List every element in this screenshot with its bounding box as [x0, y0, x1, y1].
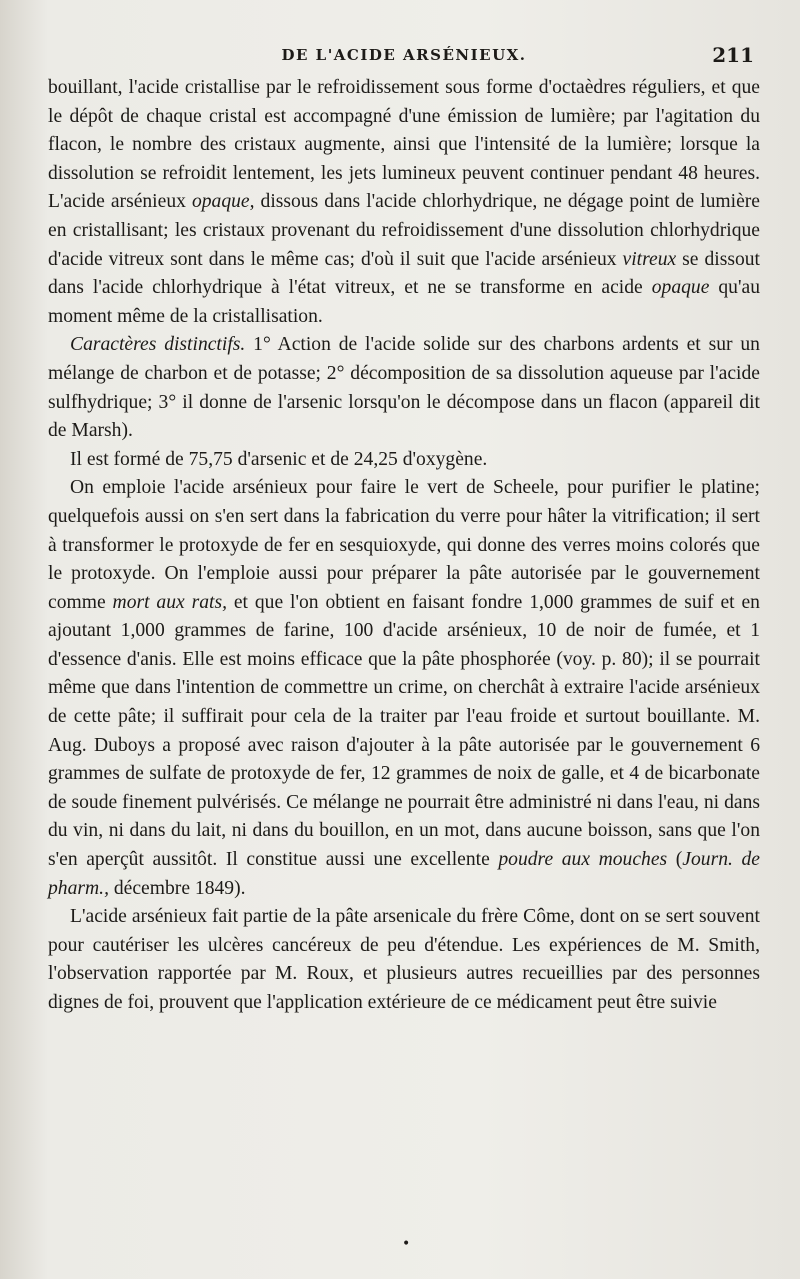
footer-mark: •: [402, 1236, 411, 1252]
text-run: 1° Action de l'acide solide sur des charbons ardents et sur un mélange de charbon et de potasse; 2° décomposition de sa dissolution aqueuse par l'acide sulfhydrique; 3° il donne de l'arsenic lorsqu'on le décompose dans un flacon (appareil dit de Marsh).: [48, 334, 760, 442]
page-number: 211: [712, 43, 754, 67]
italic-text: vitreux: [622, 248, 677, 270]
text-run: se dissout dans l'acide chlorhydrique à l'état vitreux, et ne se transforme en acide: [48, 248, 760, 299]
text-run: dissous dans l'acide chlorhydrique, ne dégage point de lumière en cristallisant; les cristaux provenant du refroidissement d'une dissolution chlorhydrique d'acide vitreux sont dans le même cas; d'où il suit que l'acide arsénieux: [48, 191, 760, 270]
body-text: [48, 74, 760, 1018]
page-header: [48, 36, 760, 74]
text-run: L'acide arsénieux fait partie de la pâte arsenicale du frère Côme, dont on se sert souvent pour cautériser les ulcères cancéreux de peu d'étendue. Les expériences de M. Smith, l'observation rapportée par M. Roux, et plusieurs autres recueillies par des personnes dignes de foi, prouvent que l'application extérieure de ce médicament peut être suivie: [48, 906, 760, 1013]
italic-text: Caractères distinctifs.: [70, 334, 246, 356]
italic-text: poudre aux mouches: [498, 849, 668, 871]
italic-text: opaque,: [191, 191, 255, 213]
text-run: Il est formé de 75,75 d'arsenic et de 24,25 d'oxygène.: [70, 448, 488, 470]
paragraph: [48, 331, 760, 445]
text-run: et que l'on obtient en faisant fondre 1,000 grammes de suif et en ajoutant 1,000 grammes de farine, 100 d'acide arsénieux, 10 de noir de fumée, et 1 d'essence d'anis. Elle est moins efficace que la pâte phosphorée (voy. p. 80); il se pourrait même que dans l'intention de commettre un crime, on cherchât à extraire l'acide arsénieux de cette pâte; il suffirait pour cela de la traiter par l'eau froide et surtout bouillante. M. Aug. Duboys a proposé avec raison d'ajouter à la pâte autorisée par le gouvernement 6 grammes de sulfate de protoxyde de fer, 12 grammes de noix de galle, et 4 de bicarbonate de soude finement pulvérisés. Ce mélange ne pourrait être administré ni dans l'eau, ni dans du vin, ni dans du lait, ni dans du bouillon, en un mot, dans aucune boisson, sans que l'on s'en aperçût aussitôt. Il constitue aussi une excellente: [48, 591, 760, 871]
running-title: DE L'ACIDE ARSÉNIEUX.: [281, 46, 527, 64]
text-run: On emploie l'acide arsénieux pour faire le vert de Scheele, pour purifier le platine; quelquefois aussi on s'en sert dans la fabrication du verre pour hâter la vitrification; il sert à transformer le protoxyde de fer en sesquioxyde, qui donne des verres moins colorés que le protoxyde. On l'emploie aussi pour préparer la pâte autorisée par le gouvernement comme: [48, 477, 760, 613]
italic-text: opaque: [651, 277, 710, 299]
italic-text: mort aux rats,: [112, 591, 227, 613]
text-run: bouillant, l'acide cristallise par le refroidissement sous forme d'octaèdres réguliers, et que le dépôt de chaque cristal est accompagné d'une émission de lumière; par l'agitation du flacon, le nombre des cristaux augmente, ainsi que l'intensité de la lumière; lorsque la dissolution se refroidit lentement, les jets lumineux peuvent continuer pendant 48 heures. L'acide arsénieux: [48, 77, 760, 213]
italic-text: Journ. de pharm.,: [48, 849, 760, 899]
text-run: (: [667, 849, 683, 871]
paragraph: [48, 474, 760, 903]
paragraph: [48, 446, 760, 475]
paragraph: [48, 903, 760, 1017]
text-run: décembre 1849).: [108, 877, 246, 899]
text-run: qu'au moment même de la cristallisation.: [48, 277, 760, 327]
paragraph: [48, 74, 760, 331]
